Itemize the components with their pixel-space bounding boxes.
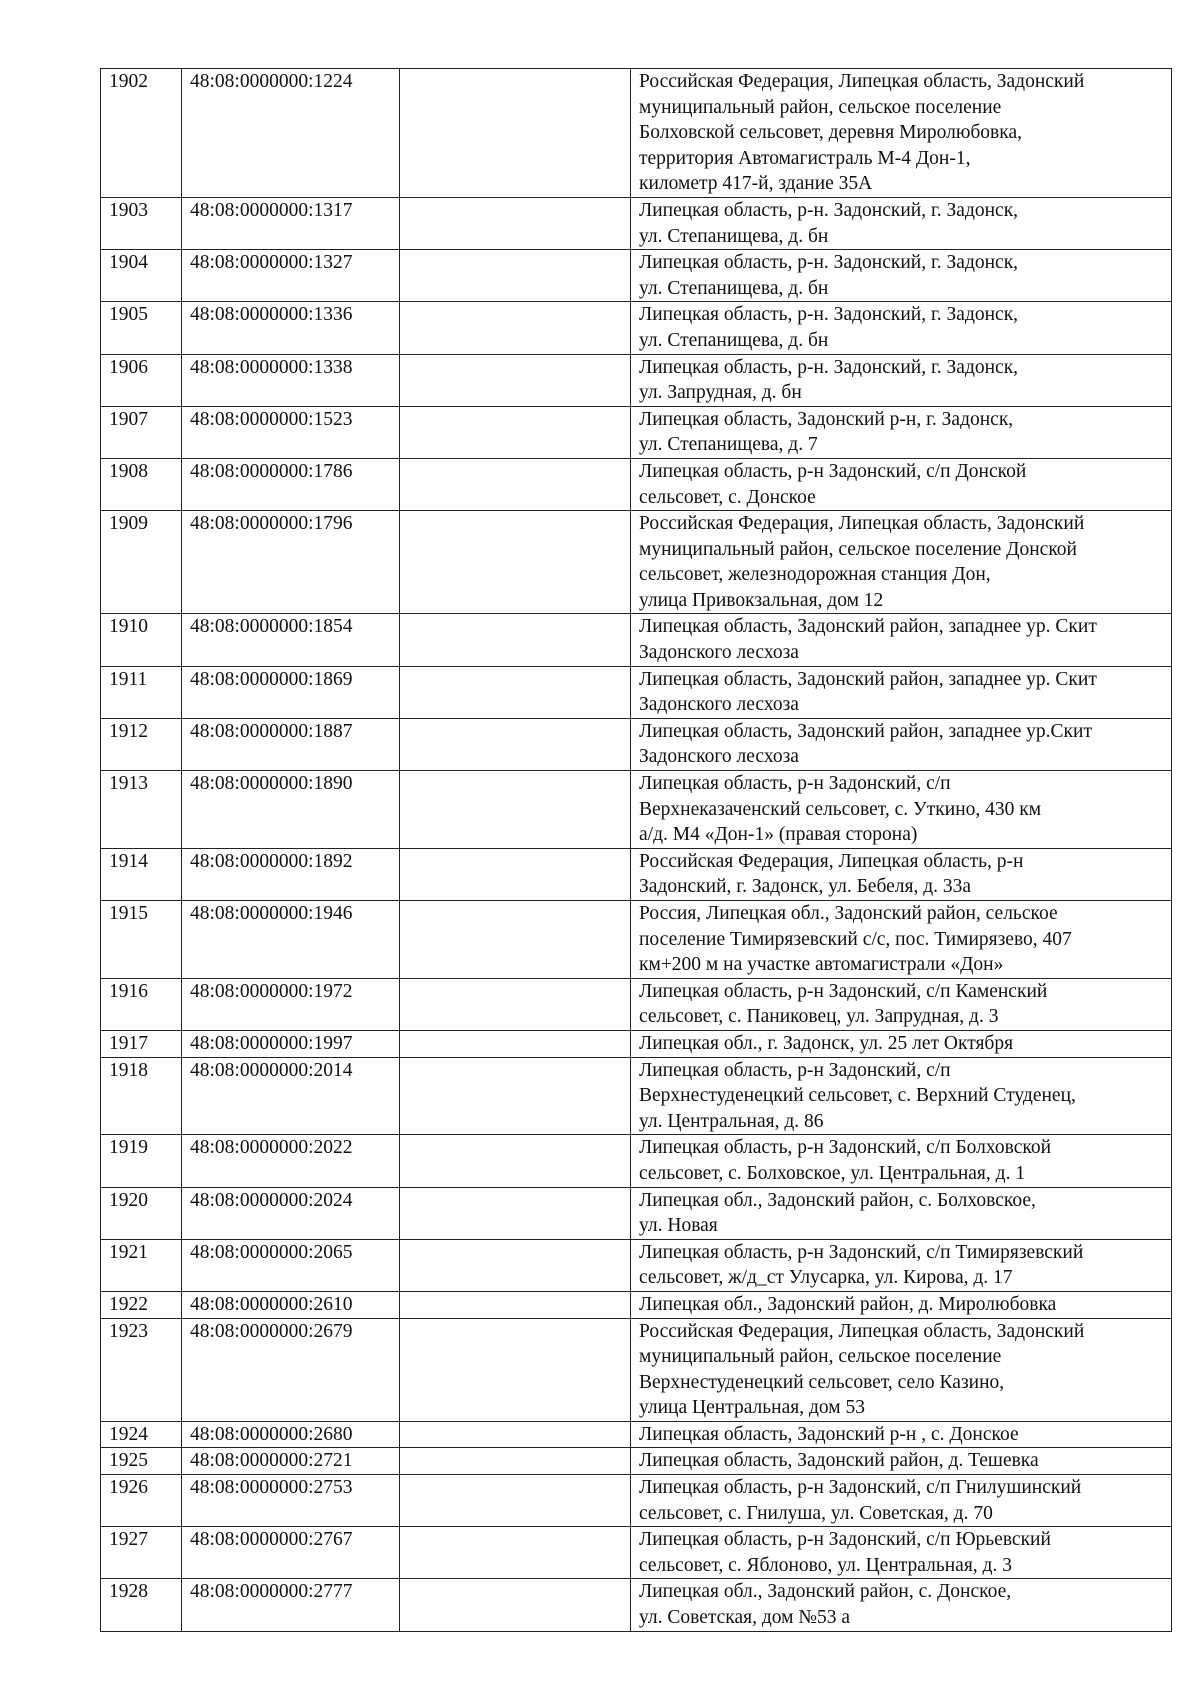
- address-cell: [631, 718, 1172, 770]
- address-line: а/д. М4 «Дон-1» (правая сторона): [639, 824, 918, 846]
- address-cell: [631, 666, 1172, 718]
- table-row: [101, 1579, 1172, 1631]
- address-line: улица Привокзальная, дом 12: [639, 589, 884, 611]
- address-line: Липецкая область, Задонский р-н , с. Донское: [639, 1423, 1019, 1445]
- address-line: Липецкая область, р-н. Задонский, г. Задонск,: [639, 356, 1019, 378]
- address-line: поселение Тимирязевский с/с, пос. Тимирязево, 407: [639, 928, 1072, 950]
- address-line: Липецкая область, р-н Задонский, с/п Гнилушинский: [639, 1477, 1082, 1499]
- cadastral-number-cell: 48:08:0000000:1892: [182, 848, 400, 900]
- empty-cell: [400, 1030, 631, 1057]
- empty-cell: [400, 718, 631, 770]
- cadastral-number-cell: 48:08:0000000:1972: [182, 978, 400, 1030]
- address-line: Липецкая область, р-н. Задонский, г. Задонск,: [639, 252, 1019, 274]
- address-line: территория Автомагистраль М-4 Дон-1,: [639, 147, 971, 169]
- row-number-cell: 1918: [101, 1057, 182, 1135]
- registry-table: [100, 68, 1172, 1632]
- row-number-cell: 1928: [101, 1579, 182, 1631]
- cadastral-number-cell: 48:08:0000000:1890: [182, 771, 400, 849]
- row-number-cell: 1907: [101, 406, 182, 458]
- address-line: ул. Степанищева, д. бн: [639, 277, 829, 299]
- row-number-cell: 1906: [101, 354, 182, 406]
- address-line: Верхнестуденецкий сельсовет, с. Верхний Студенец,: [639, 1085, 1076, 1107]
- address-line: Задонский, г. Задонск, ул. Бебеля, д. 33а: [639, 876, 972, 898]
- address-line: Липецкая область, р-н Задонский, с/п Каменский: [639, 980, 1048, 1002]
- row-number-cell: 1920: [101, 1187, 182, 1239]
- address-line: Задонского лесхоза: [639, 694, 799, 716]
- empty-cell: [400, 1475, 631, 1527]
- address-line: ул. Новая: [639, 1215, 718, 1237]
- table-row: [101, 771, 1172, 849]
- empty-cell: [400, 69, 631, 198]
- cadastral-number-cell: 48:08:0000000:1796: [182, 511, 400, 614]
- table-row: [101, 848, 1172, 900]
- cadastral-number-cell: 48:08:0000000:1224: [182, 69, 400, 198]
- address-line: Задонского лесхоза: [639, 746, 799, 768]
- table-row: [101, 1187, 1172, 1239]
- cadastral-number-cell: 48:08:0000000:2721: [182, 1448, 400, 1475]
- table-row: [101, 1291, 1172, 1318]
- address-line: Верхнеказаченский сельсовет, с. Уткино, 430 км: [639, 798, 1042, 820]
- address-cell: [631, 1187, 1172, 1239]
- row-number-cell: 1923: [101, 1318, 182, 1421]
- table-row: [101, 69, 1172, 198]
- address-line: Липецкая область, р-н. Задонский, г. Задонск,: [639, 304, 1019, 326]
- table-row: [101, 1448, 1172, 1475]
- empty-cell: [400, 302, 631, 354]
- address-line: ул. Степанищева, д. бн: [639, 329, 829, 351]
- table-row: [101, 901, 1172, 979]
- empty-cell: [400, 978, 631, 1030]
- address-line: ул. Степанищева, д. бн: [639, 225, 829, 247]
- address-line: Липецкая область, р-н Задонский, с/п Болховской: [639, 1137, 1052, 1159]
- table-row: [101, 1030, 1172, 1057]
- table-row: [101, 1057, 1172, 1135]
- address-line: Липецкая область, Задонский район, западнее ур.Скит: [639, 720, 1092, 742]
- address-cell: [631, 978, 1172, 1030]
- table-row: [101, 197, 1172, 249]
- address-cell: [631, 1318, 1172, 1421]
- cadastral-number-cell: 48:08:0000000:2065: [182, 1239, 400, 1291]
- address-line: километр 417-й, здание 35А: [639, 173, 873, 195]
- address-line: муниципальный район, сельское поселение: [639, 96, 1002, 118]
- table-row: [101, 614, 1172, 666]
- address-line: сельсовет, ж/д_ст Улусарка, ул. Кирова, д. 17: [639, 1267, 1013, 1289]
- address-cell: [631, 511, 1172, 614]
- address-cell: [631, 848, 1172, 900]
- address-line: Задонского лесхоза: [639, 642, 799, 664]
- cadastral-number-cell: 48:08:0000000:1997: [182, 1030, 400, 1057]
- document-page: [100, 68, 1171, 1632]
- empty-cell: [400, 1421, 631, 1448]
- row-number-cell: 1925: [101, 1448, 182, 1475]
- cadastral-number-cell: 48:08:0000000:1317: [182, 197, 400, 249]
- empty-cell: [400, 1579, 631, 1631]
- address-line: сельсовет, железнодорожная станция Дон,: [639, 564, 991, 586]
- address-cell: [631, 1135, 1172, 1187]
- address-line: Липецкая область, р-н Задонский, с/п Юрьевский: [639, 1529, 1051, 1551]
- row-number-cell: 1927: [101, 1527, 182, 1579]
- cadastral-number-cell: 48:08:0000000:1336: [182, 302, 400, 354]
- row-number-cell: 1909: [101, 511, 182, 614]
- table-row: [101, 1421, 1172, 1448]
- row-number-cell: 1911: [101, 666, 182, 718]
- address-line: муниципальный район, сельское поселение Донской: [639, 538, 1077, 560]
- table-row: [101, 302, 1172, 354]
- address-line: сельсовет, с. Гнилуша, ул. Советская, д. 70: [639, 1502, 993, 1524]
- address-line: Российская Федерация, Липецкая область, Задонский: [639, 71, 1085, 92]
- cadastral-number-cell: 48:08:0000000:1887: [182, 718, 400, 770]
- empty-cell: [400, 771, 631, 849]
- row-number-cell: 1910: [101, 614, 182, 666]
- row-number-cell: 1908: [101, 458, 182, 510]
- address-cell: [631, 901, 1172, 979]
- row-number-cell: 1926: [101, 1475, 182, 1527]
- address-line: ул. Степанищева, д. 7: [639, 434, 818, 456]
- address-line: Липецкая область, р-н Задонский, с/п Тимирязевский: [639, 1241, 1084, 1263]
- cadastral-number-cell: 48:08:0000000:2777: [182, 1579, 400, 1631]
- address-cell: [631, 1448, 1172, 1475]
- address-cell: [631, 1030, 1172, 1057]
- cadastral-number-cell: 48:08:0000000:2022: [182, 1135, 400, 1187]
- address-line: Липецкая область, Задонский р-н, г. Задонск,: [639, 408, 1014, 430]
- table-row: [101, 1239, 1172, 1291]
- cadastral-number-cell: 48:08:0000000:2024: [182, 1187, 400, 1239]
- address-line: км+200 м на участке автомагистрали «Дон»: [639, 954, 1004, 976]
- row-number-cell: 1921: [101, 1239, 182, 1291]
- row-number-cell: 1916: [101, 978, 182, 1030]
- address-cell: [631, 406, 1172, 458]
- cadastral-number-cell: 48:08:0000000:1946: [182, 901, 400, 979]
- table-row: [101, 406, 1172, 458]
- address-cell: [631, 1579, 1172, 1631]
- address-line: сельсовет, с. Паниковец, ул. Запрудная, д. 3: [639, 1006, 999, 1028]
- table-row: [101, 250, 1172, 302]
- cadastral-number-cell: 48:08:0000000:2753: [182, 1475, 400, 1527]
- empty-cell: [400, 1527, 631, 1579]
- address-line: ул. Запрудная, д. бн: [639, 382, 802, 404]
- cadastral-number-cell: 48:08:0000000:1327: [182, 250, 400, 302]
- row-number-cell: 1914: [101, 848, 182, 900]
- address-cell: [631, 1291, 1172, 1318]
- empty-cell: [400, 197, 631, 249]
- table-row: [101, 458, 1172, 510]
- address-line: Липецкая обл., Задонский район, д. Миролюбовка: [639, 1293, 1057, 1315]
- address-line: ул. Центральная, д. 86: [639, 1110, 824, 1132]
- address-cell: [631, 302, 1172, 354]
- empty-cell: [400, 1187, 631, 1239]
- row-number-cell: 1915: [101, 901, 182, 979]
- empty-cell: [400, 458, 631, 510]
- cadastral-number-cell: 48:08:0000000:1523: [182, 406, 400, 458]
- empty-cell: [400, 511, 631, 614]
- address-line: Верхнестуденецкий сельсовет, село Казино,: [639, 1371, 1005, 1393]
- cadastral-number-cell: 48:08:0000000:1869: [182, 666, 400, 718]
- table-row: [101, 666, 1172, 718]
- empty-cell: [400, 1318, 631, 1421]
- address-cell: [631, 771, 1172, 849]
- row-number-cell: 1903: [101, 197, 182, 249]
- cadastral-number-cell: 48:08:0000000:1854: [182, 614, 400, 666]
- address-line: сельсовет, с. Донское: [639, 486, 816, 508]
- address-line: Россия, Липецкая обл., Задонский район, сельское: [639, 903, 1058, 924]
- address-line: Болховской сельсовет, деревня Миролюбовка,: [639, 122, 1022, 144]
- address-line: Российская Федерация, Липецкая область, р-н: [639, 850, 1024, 872]
- row-number-cell: 1919: [101, 1135, 182, 1187]
- empty-cell: [400, 354, 631, 406]
- address-line: Липецкая область, р-н. Задонский, г. Задонск,: [639, 199, 1019, 221]
- empty-cell: [400, 1239, 631, 1291]
- registry-table-body: [101, 69, 1172, 1632]
- table-row: [101, 1527, 1172, 1579]
- address-line: Липецкая область, р-н Задонский, с/п: [639, 773, 951, 795]
- address-cell: [631, 1475, 1172, 1527]
- row-number-cell: 1924: [101, 1421, 182, 1448]
- cadastral-number-cell: 48:08:0000000:1786: [182, 458, 400, 510]
- empty-cell: [400, 901, 631, 979]
- row-number-cell: 1902: [101, 69, 182, 198]
- empty-cell: [400, 1291, 631, 1318]
- address-line: Липецкая обл., Задонский район, с. Болховское,: [639, 1189, 1036, 1211]
- address-line: Липецкая обл., Задонский район, с. Донское,: [639, 1581, 1012, 1603]
- address-cell: [631, 1421, 1172, 1448]
- cadastral-number-cell: 48:08:0000000:2610: [182, 1291, 400, 1318]
- address-cell: [631, 69, 1172, 198]
- address-cell: [631, 1239, 1172, 1291]
- empty-cell: [400, 1448, 631, 1475]
- address-line: Российская Федерация, Липецкая область, Задонский: [639, 1320, 1085, 1342]
- address-cell: [631, 1057, 1172, 1135]
- table-row: [101, 978, 1172, 1030]
- table-row: [101, 1135, 1172, 1187]
- address-cell: [631, 250, 1172, 302]
- row-number-cell: 1904: [101, 250, 182, 302]
- address-line: Липецкая область, Задонский район, д. Тешевка: [639, 1450, 1039, 1472]
- address-cell: [631, 354, 1172, 406]
- address-line: сельсовет, с. Болховское, ул. Центральная, д. 1: [639, 1162, 1026, 1184]
- row-number-cell: 1922: [101, 1291, 182, 1318]
- row-number-cell: 1905: [101, 302, 182, 354]
- table-row: [101, 1475, 1172, 1527]
- empty-cell: [400, 848, 631, 900]
- empty-cell: [400, 406, 631, 458]
- row-number-cell: 1917: [101, 1030, 182, 1057]
- address-cell: [631, 458, 1172, 510]
- cadastral-number-cell: 48:08:0000000:2680: [182, 1421, 400, 1448]
- cadastral-number-cell: 48:08:0000000:2679: [182, 1318, 400, 1421]
- empty-cell: [400, 666, 631, 718]
- table-row: [101, 354, 1172, 406]
- address-line: сельсовет, с. Яблоново, ул. Центральная, д. 3: [639, 1554, 1012, 1576]
- row-number-cell: 1912: [101, 718, 182, 770]
- address-cell: [631, 1527, 1172, 1579]
- empty-cell: [400, 250, 631, 302]
- empty-cell: [400, 614, 631, 666]
- empty-cell: [400, 1057, 631, 1135]
- table-row: [101, 1318, 1172, 1421]
- address-cell: [631, 197, 1172, 249]
- cadastral-number-cell: 48:08:0000000:2767: [182, 1527, 400, 1579]
- table-row: [101, 511, 1172, 614]
- table-row: [101, 718, 1172, 770]
- row-number-cell: 1913: [101, 771, 182, 849]
- address-line: улица Центральная, дом 53: [639, 1397, 865, 1419]
- address-line: Липецкая область, Задонский район, западнее ур. Скит: [639, 616, 1097, 638]
- cadastral-number-cell: 48:08:0000000:1338: [182, 354, 400, 406]
- address-line: муниципальный район, сельское поселение: [639, 1346, 1002, 1368]
- cadastral-number-cell: 48:08:0000000:2014: [182, 1057, 400, 1135]
- address-line: Липецкая область, р-н Задонский, с/п: [639, 1059, 951, 1081]
- address-line: ул. Советская, дом №53 а: [639, 1607, 850, 1629]
- address-cell: [631, 614, 1172, 666]
- address-line: Липецкая обл., г. Задонск, ул. 25 лет Октября: [639, 1032, 1014, 1054]
- address-line: Липецкая область, Задонский район, западнее ур. Скит: [639, 668, 1097, 690]
- empty-cell: [400, 1135, 631, 1187]
- address-line: Российская Федерация, Липецкая область, Задонский: [639, 513, 1085, 535]
- address-line: Липецкая область, р-н Задонский, с/п Донской: [639, 460, 1027, 482]
